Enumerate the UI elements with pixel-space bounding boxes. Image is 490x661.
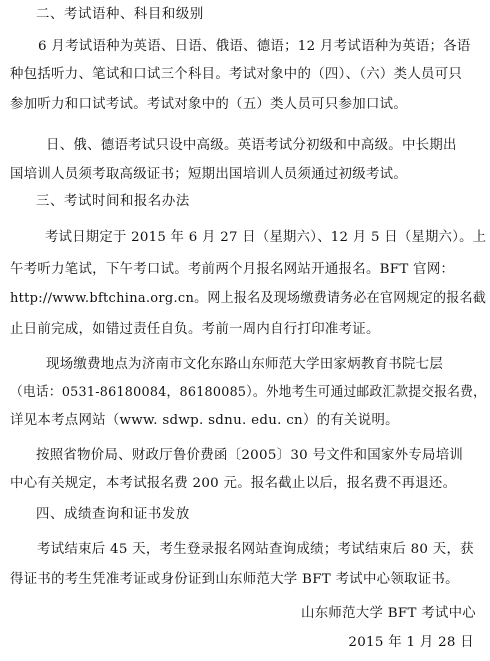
section-heading-2: 二、考试语种、科目和级别 [36, 7, 204, 22]
paragraph-line: 考试结束后 45 天，考生登录报名网站查询成绩；考试结束后 80 天，获 [37, 542, 474, 557]
section-heading-3: 三、考试时间和报名办法 [36, 194, 190, 209]
paragraph-line: 详见本考点网站（www. sdwp. sdnu. edu. cn）的有关说明。 [10, 413, 399, 428]
paragraph-line: 按照省物价局、财政厅鲁价费函〔2005〕30 号文件和国家外专局培训 [36, 448, 464, 463]
paragraph-line: 参加听力和口试考试。考试对象中的（五）类人员可只参加口试。 [10, 97, 408, 112]
paragraph-line: 中心有关规定，本考试报名费 200 元。报名截止以后，报名费不再退还。 [10, 476, 457, 491]
paragraph-line: 午考听力笔试，下午考口试。考前两个月报名网站开通报名。BFT 官网： [10, 262, 455, 277]
paragraph-line: 止日前完成，如错过责任自负。考前一周内自行打印准考证。 [10, 322, 380, 337]
paragraph-line: 种包括听力、笔试和口试三个科目。考试对象中的（四）、（六）类人员可只 [10, 67, 463, 82]
paragraph-line: http://www.bftchina.org.cn。网上报名及现场缴费请务必在官网规定的报名截 [10, 291, 487, 306]
signature-date: 2015 年 1 月 28 日 [348, 635, 474, 650]
paragraph-line: 日、俄、德语考试只设中高级。英语考试分初级和中高级。中长期出 [46, 138, 457, 153]
paragraph-line: 得证书的考生凭准考证或身份证到山东师范大学 BFT 考试中心领取证书。 [10, 572, 459, 587]
paragraph-line: 6 月考试语种为英语、日语、俄语、德语；12 月考试语种为英语；各语 [38, 39, 471, 54]
section-heading-4: 四、成绩查询和证书发放 [36, 507, 190, 522]
paragraph-line: 考试日期定于 2015 年 6 月 27 日（星期六）、12 月 5 日（星期六）。上 [45, 230, 487, 245]
paragraph-line: （电话：0531-86180084，86180085）。外地考生可通过邮政汇款提交报名费， [10, 385, 487, 400]
paragraph-line: 现场缴费地点为济南市文化东路山东师范大学田家炳教育书院七层 [46, 357, 444, 372]
paragraph-line: 国培训人员须考取高级证书；短期出国培训人员须通过初级考试。 [10, 167, 408, 182]
signature-organization: 山东师范大学 BFT 考试中心 [301, 606, 476, 621]
